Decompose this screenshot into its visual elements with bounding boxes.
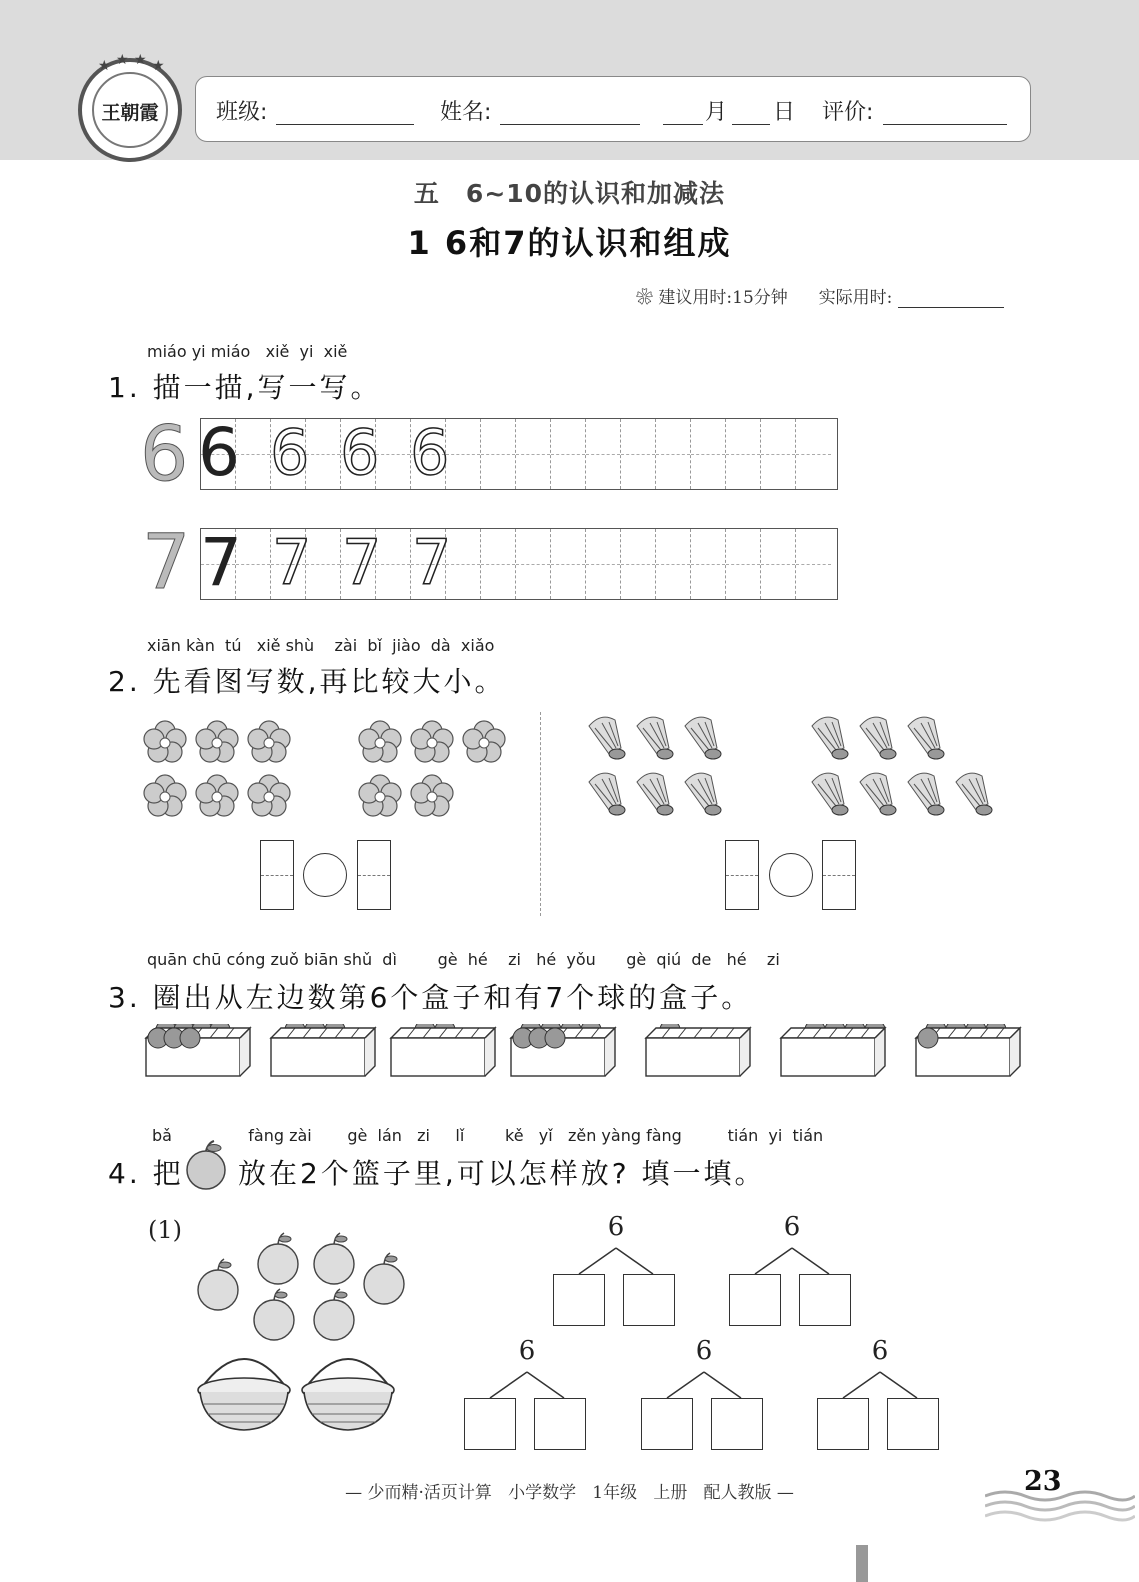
q1-text: 1. 描一描,写一写。 [108, 371, 382, 404]
shuttlecock-icon [908, 717, 944, 759]
answer-box[interactable] [623, 1274, 675, 1326]
box-6 [781, 1024, 885, 1076]
shuttlecock-icon [812, 717, 848, 759]
compare-circle[interactable] [769, 853, 813, 897]
number-tree [817, 1336, 943, 1446]
tree-top-number: 6 [783, 1212, 801, 1242]
dashed-digit-6: 6 [410, 416, 450, 489]
shuttlecock-icon [685, 717, 721, 759]
class-label: 班级: [216, 100, 268, 125]
tree-top-number: 6 [518, 1336, 536, 1366]
q2-pinyin: xiān kàn tú xiě shù zài bǐ jiào dà xiǎo [147, 636, 495, 655]
q1-pinyin: miáo yi miáo xiě yi xiě [147, 342, 348, 361]
answer-box[interactable] [534, 1398, 586, 1450]
name-field[interactable] [500, 124, 640, 125]
answer-box[interactable] [799, 1274, 851, 1326]
shuttlecock-icon [956, 773, 992, 815]
answer-box[interactable] [711, 1398, 763, 1450]
actual-time-field[interactable] [898, 307, 1004, 308]
shuttlecock-illustration [585, 712, 1010, 837]
dashed-digit-7: 7 [412, 526, 452, 599]
answer-box-left[interactable] [260, 840, 294, 910]
grade-field[interactable] [883, 124, 1007, 125]
tree-top-number: 6 [695, 1336, 713, 1366]
logo-text: 王朝霞 [101, 102, 159, 124]
shuttlecock-icon [908, 773, 944, 815]
answer-box-right[interactable] [357, 840, 391, 910]
shuttlecock-icon [860, 717, 896, 759]
flower-icon [144, 775, 186, 816]
box-7 [916, 1024, 1020, 1076]
q3-text: 3. 圈出从左边数第6个盒子和有7个球的盒子。 [108, 981, 753, 1014]
shuttlecock-icon [637, 773, 673, 815]
dashed-digit-7: 7 [272, 526, 312, 599]
class-field[interactable] [276, 124, 414, 125]
shuttlecock-icon [637, 717, 673, 759]
answer-box[interactable] [641, 1398, 693, 1450]
answer-box[interactable] [817, 1398, 869, 1450]
flower-icon [359, 775, 401, 816]
compare-circle[interactable] [303, 853, 347, 897]
dashed-digit-6: 6 [270, 416, 310, 489]
divider-line [540, 712, 541, 916]
student-info-box [195, 76, 1031, 142]
box-5 [646, 1024, 750, 1076]
apples-and-baskets [188, 1228, 418, 1450]
number-tree [729, 1212, 855, 1322]
box-4 [511, 1024, 615, 1076]
q4-text-end: 放在2个篮子里,可以怎样放? 填一填。 [238, 1157, 766, 1190]
timing-line [636, 283, 1004, 308]
flower-icon [463, 721, 505, 762]
number-tree [553, 1212, 679, 1322]
answer-box[interactable] [553, 1274, 605, 1326]
page-number: 23 [1024, 1466, 1062, 1497]
flower-icon [248, 721, 290, 762]
flower-icon [359, 721, 401, 762]
flower-icon [144, 721, 186, 762]
flower-icon [196, 775, 238, 816]
footer-text: — 少而精·活页计算 小学数学 1年级 上册 配人教版 — [345, 1483, 794, 1503]
day-label: 日 [773, 100, 796, 125]
trace-example-6: 6 [140, 409, 189, 498]
answer-box[interactable] [464, 1398, 516, 1450]
page-edge-tab [856, 1545, 868, 1582]
solid-digit-6: 6 [198, 414, 240, 491]
q3-pinyin: quān chū cóng zuǒ biān shǔ dì gè hé zi hé yǒu gè qiú de hé zi [147, 950, 780, 969]
flower-icon [411, 775, 453, 816]
box-2 [271, 1024, 375, 1076]
shuttlecock-icon [812, 773, 848, 815]
q2-text: 2. 先看图写数,再比较大小。 [108, 665, 506, 698]
month-field[interactable] [663, 124, 703, 125]
tree-top-number: 6 [607, 1212, 625, 1242]
answer-box[interactable] [729, 1274, 781, 1326]
suggested-time: 建议用时:15分钟 [658, 288, 788, 308]
answer-box[interactable] [887, 1398, 939, 1450]
grade-label: 评价: [822, 100, 874, 125]
box-1 [146, 1024, 250, 1076]
shuttlecock-icon [589, 717, 625, 759]
month-label: 月 [705, 100, 728, 125]
publisher-logo: ★ ★ ★ ★ 王朝霞 [78, 58, 182, 162]
number-tree [464, 1336, 590, 1446]
clock-icon: ❀ [636, 288, 653, 308]
number-tree [641, 1336, 767, 1446]
answer-box-right[interactable] [822, 840, 856, 910]
dashed-digit-7: 7 [342, 526, 382, 599]
logo-ring [92, 72, 168, 148]
tree-top-number: 6 [871, 1336, 889, 1366]
day-field[interactable] [732, 124, 770, 125]
apple-icon [178, 1138, 234, 1194]
chapter-title: 五 6~10的认识和加减法 [413, 179, 726, 208]
shuttlecock-icon [860, 773, 896, 815]
trace-example-7: 7 [142, 517, 191, 606]
lesson-title: 1 6和7的认识和组成 [407, 224, 732, 262]
boxes-with-balls [140, 1024, 1035, 1088]
flower-icon [196, 721, 238, 762]
box-3 [391, 1024, 495, 1076]
q4-text-start: 4. 把 [108, 1157, 184, 1190]
shuttlecock-icon [685, 773, 721, 815]
sub-question-label: (1) [148, 1216, 182, 1244]
q4-pinyin: bǎ fàng zài gè lán zi lǐ kě yǐ zěn yàng fàng tián yi tián [152, 1126, 824, 1145]
dashed-digit-6: 6 [340, 416, 380, 489]
flower-icon [411, 721, 453, 762]
solid-digit-7: 7 [200, 524, 242, 601]
answer-box-left[interactable] [725, 840, 759, 910]
flower-icon [248, 775, 290, 816]
shuttlecock-icon [589, 773, 625, 815]
name-label: 姓名: [440, 100, 492, 125]
actual-time-label: 实际用时: [818, 288, 893, 308]
